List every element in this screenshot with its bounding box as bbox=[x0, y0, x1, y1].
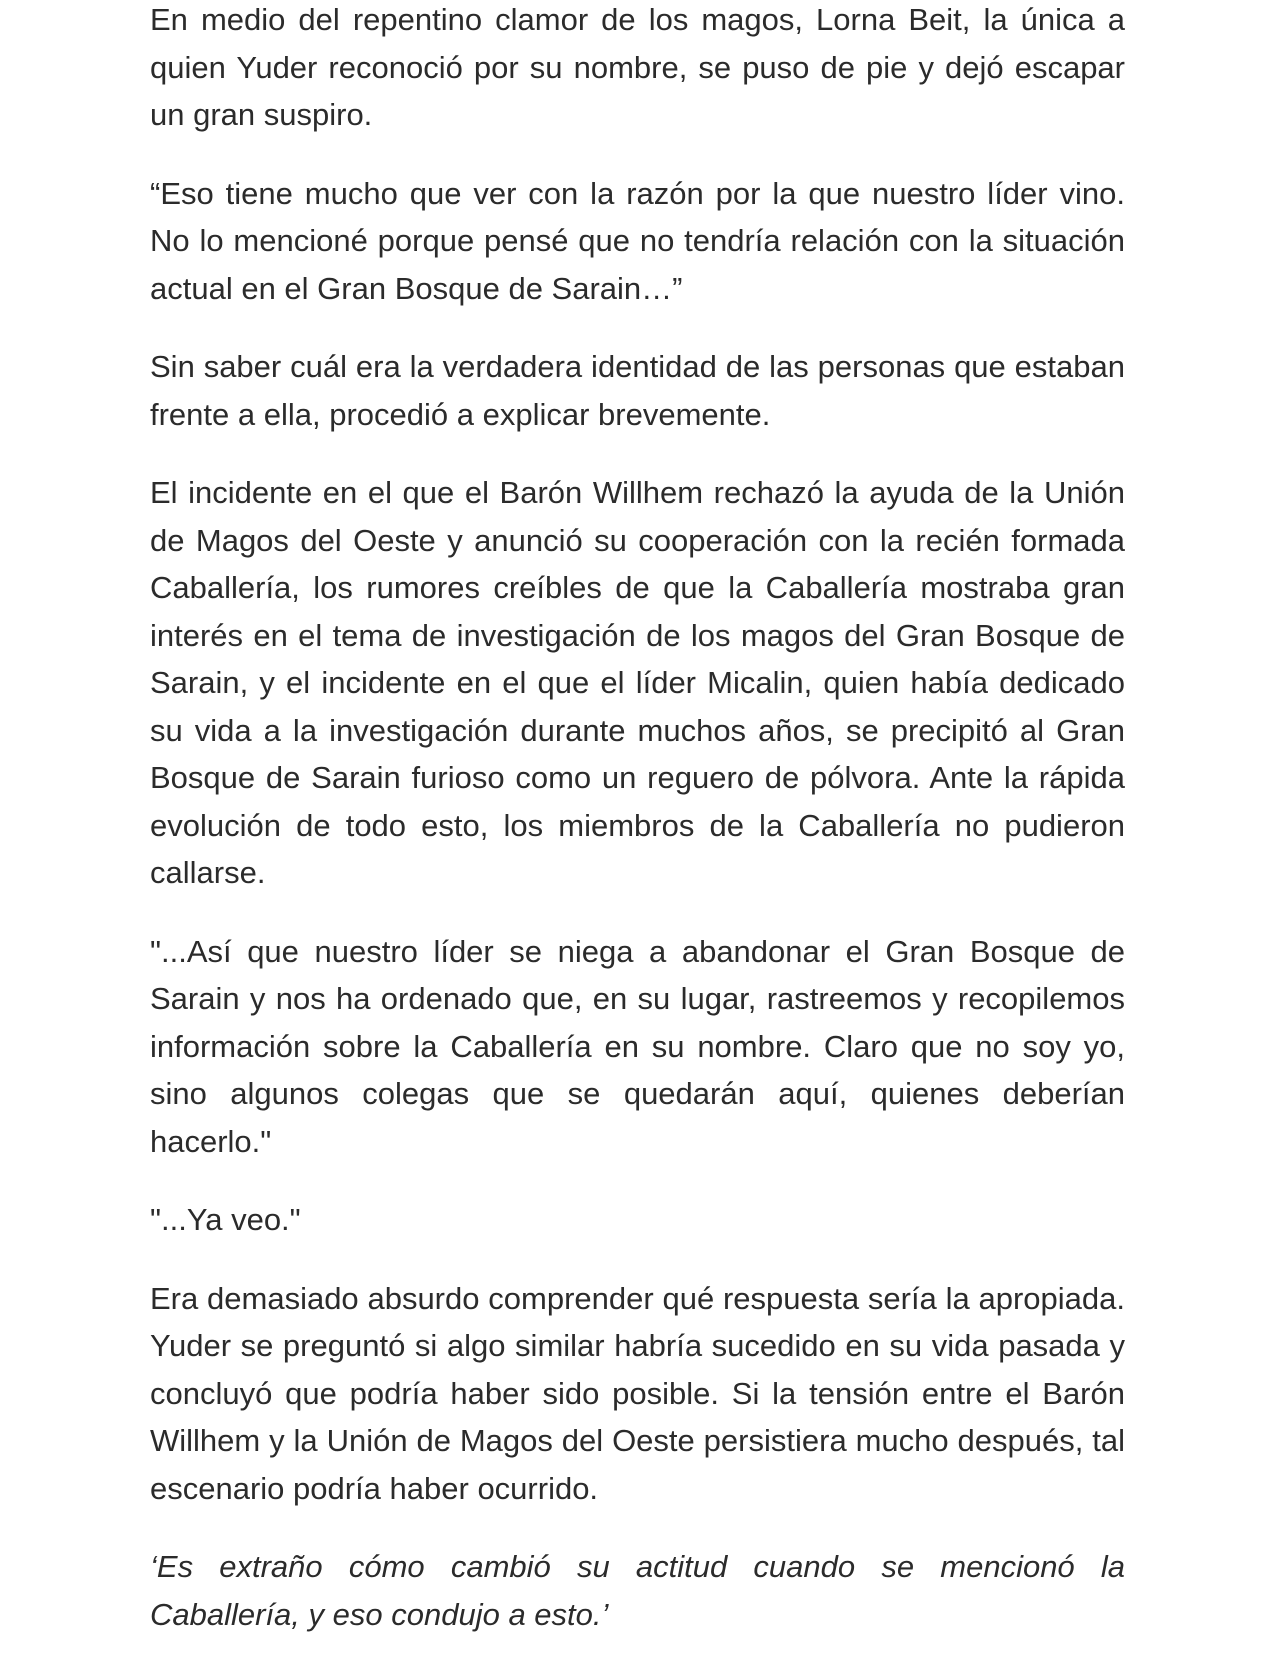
paragraph-1: En medio del repentino clamor de los magos, Lorna Beit, la única a quien Yuder reconoció por su nombre, se puso de pie y dejó escapar un gran suspiro. bbox=[150, 2, 1125, 132]
paragraph-4: El incidente en el que el Barón Willhem rechazó la ayuda de la Unión de Magos del Oeste y anunció su cooperación con la recién formada Caballería, los rumores creíbles de que la Caballería mostraba gran interés en el tema de investigación de los magos del Gran Bosque de Sarain, y el incidente en el que el líder Micalin, quien había dedicado su vida a la investigación durante muchos años, se precipitó al Gran Bosque de Sarain furioso como un reguero de pólvora. Ante la rápida evolución de todo esto, los miembros de la Caballería no pudieron callarse. bbox=[150, 475, 1125, 890]
paragraph-5: "...Así que nuestro líder se niega a abandonar el Gran Bosque de Sarain y nos ha ordenado que, en su lugar, rastreemos y recopilemos información sobre la Caballería en su nombre. Claro que no soy yo, sino algunos colegas que se quedarán aquí, quienes deberían hacerlo." bbox=[150, 933, 1125, 1159]
paragraph-7: Era demasiado absurdo comprender qué respuesta sería la apropiada. Yuder se preguntó si algo similar habría sucedido en su vida pasada y concluyó que podría haber sido posible. Si la tensión entre el Barón Willhem y la Unión de Magos del Oeste persistiera mucho después, tal escenario podría haber ocurrido. bbox=[150, 1280, 1125, 1506]
document-page bbox=[150, 0, 1125, 1669]
paragraph-3: Sin saber cuál era la verdadera identidad de las personas que estaban frente a ella, procedió a explicar brevemente. bbox=[150, 349, 1125, 432]
paragraph-8-italic-thought: ‘Es extraño cómo cambió su actitud cuando se mencionó la Caballería, y eso condujo a esto.’ bbox=[150, 1549, 1125, 1632]
paragraph-6: "...Ya veo." bbox=[150, 1202, 301, 1237]
paragraph-2: “Eso tiene mucho que ver con la razón por la que nuestro líder vino. No lo mencioné porque pensé que no tendría relación con la situación actual en el Gran Bosque de Sarain…” bbox=[150, 175, 1125, 306]
